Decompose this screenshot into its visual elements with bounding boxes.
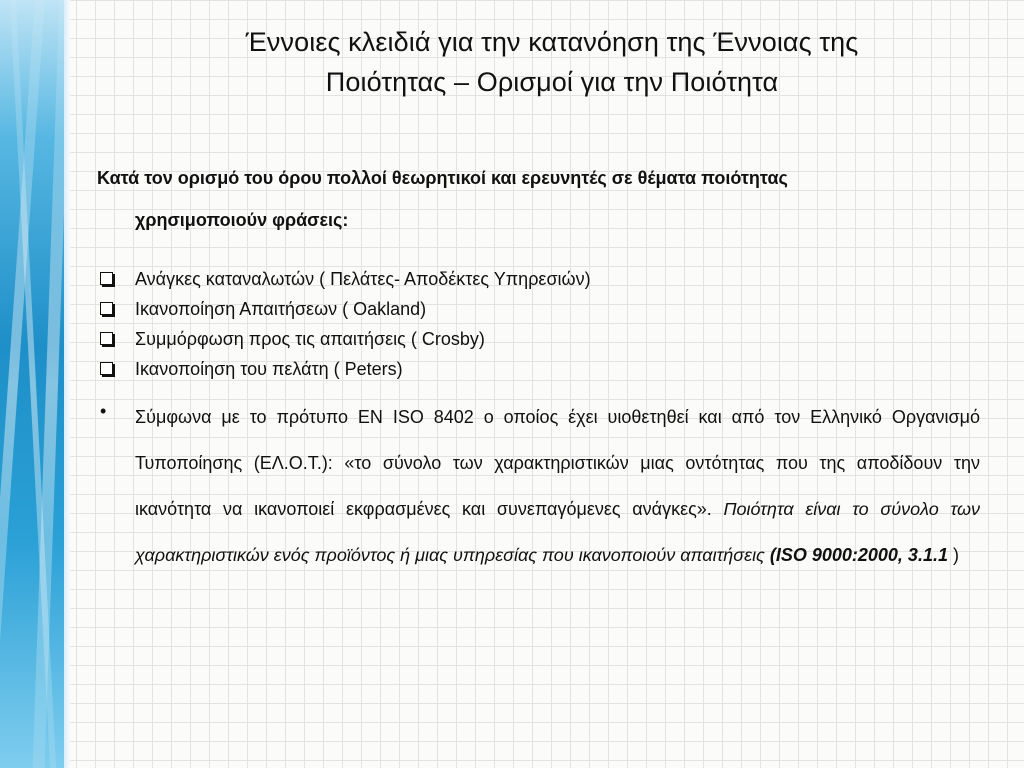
slide-title-line2: Ποιότητας – Ορισμοί για την Ποιότητα	[325, 67, 779, 97]
side-band-edge	[64, 0, 70, 768]
slide-title-line1: Έννοιες κλειδιά για την κατανόηση της Έννοιας της	[245, 27, 859, 57]
checklist-item	[97, 294, 980, 324]
iso-definition-text	[135, 394, 980, 578]
checklist-item-text: Συμμόρφωση προς τις απαιτήσεις ( Crosby)	[135, 329, 485, 349]
decorative-side-band	[0, 0, 64, 768]
checklist	[97, 264, 980, 384]
intro-line1: Κατά τον ορισμό του όρου πολλοί θεωρητικοί και ερευνητές σε θέματα ποιότητας	[97, 168, 788, 188]
bullet-dot-icon	[100, 402, 108, 410]
iso-definition-italic: Ποιότητα είναι το σύνολο των χαρακτηριστικών ενός προϊόντος ή μιας υπηρεσίας που ικανοποιούν απαιτήσεις	[135, 499, 980, 565]
checklist-item	[97, 264, 980, 294]
iso-definition-bullet	[97, 394, 980, 578]
intro-paragraph	[97, 157, 980, 241]
iso-definition-plain: Σύμφωνα με το πρότυπο ΕΝ ISO 8402 ο οποίος έχει υιοθετηθεί και από τον Ελληνικό Οργανισμό Τυποποίησης (ΕΛ.Ο.Τ.): «το σύνολο των χαρακτηριστικών μιας οντότητας που της αποδίδουν την ικανότητα να ικανοποιεί εκφρασμένες και συνεπαγόμενες ανάγκες».	[135, 407, 980, 519]
checklist-item	[97, 354, 980, 384]
checkbox-icon	[100, 362, 113, 375]
iso-reference: (ISO 9000:2000, 3.1.1	[769, 545, 948, 565]
iso-reference-close: )	[952, 545, 959, 565]
checkbox-icon	[100, 272, 113, 285]
slide-title	[80, 22, 1024, 102]
checklist-item	[97, 324, 980, 354]
checklist-item-text: Ικανοποίηση Απαιτήσεων ( Oakland)	[135, 299, 427, 319]
checklist-item-text: Ικανοποίηση του πελάτη ( Peters)	[135, 359, 403, 379]
intro-line2: χρησιμοποιούν φράσεις:	[135, 210, 349, 230]
checklist-item-text: Ανάγκες καταναλωτών ( Πελάτες- Αποδέκτες Υπηρεσιών)	[135, 269, 591, 289]
checkbox-icon	[100, 302, 113, 315]
checkbox-icon	[100, 332, 113, 345]
